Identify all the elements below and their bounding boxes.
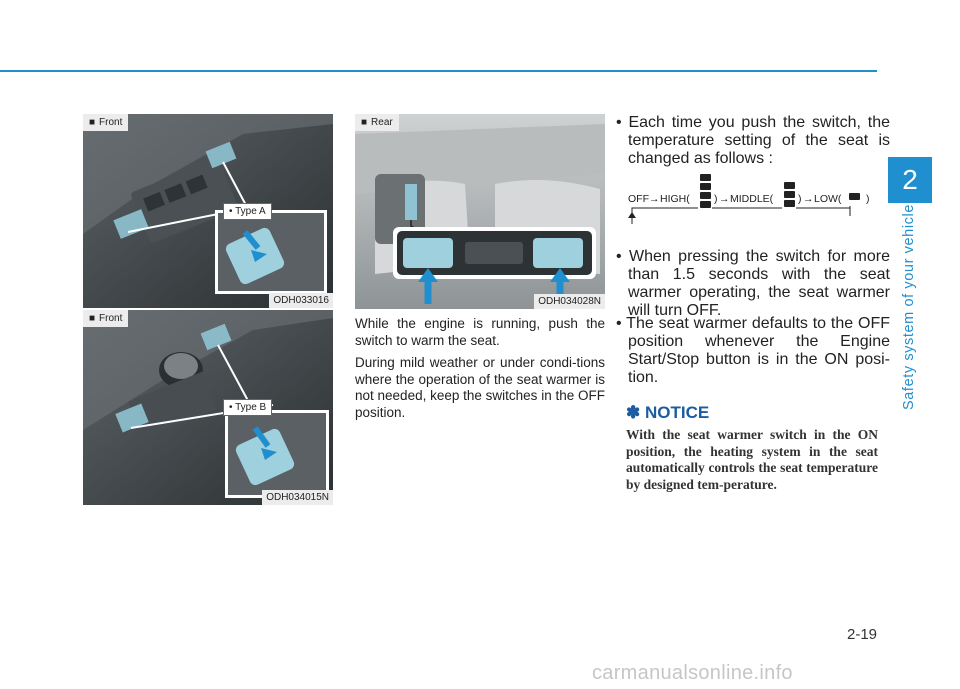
figure-front-type-b (83, 310, 333, 505)
level-middle-icon (782, 180, 796, 209)
seq-high: HIGH( (660, 193, 690, 205)
rear-seat-illustration (355, 114, 605, 309)
seq-off: OFF (628, 193, 649, 205)
notice-title: ✽ NOTICE (626, 403, 710, 422)
seq-arrow: → (719, 193, 730, 205)
figure-label: ■ Rear (355, 114, 399, 131)
column-2-text (355, 316, 605, 427)
figure-label: ■ Front (83, 114, 128, 131)
bullet-item: • Each time you push the switch, the temperature setting of the seat is changed as follows : (616, 114, 890, 167)
seq-low: LOW( (814, 193, 842, 205)
level-high-icon (698, 172, 712, 210)
page-number: 2-19 (847, 626, 878, 643)
bullet-item: • The seat warmer defaults to the OFF position whenever the Engine Start/Stop button is in the ON posi-tion. (616, 315, 891, 386)
figure-code: ODH034028N (534, 294, 605, 309)
figure-code: ODH034015N (262, 490, 333, 505)
paragraph: During mild weather or under condi-tions where the operation of the seat warmer is not needed, keep the switches in the OFF position. (355, 355, 605, 420)
console-illustration-b (83, 310, 333, 505)
temperature-sequence (628, 166, 878, 224)
bullet-item: • When pressing the switch for more than 1.5 seconds with the seat warmer operating, the seat warmer will turn OFF. (616, 248, 890, 319)
type-callout: • Type A (223, 203, 272, 220)
seq-middle: MIDDLE( (730, 193, 774, 205)
figure-code: ODH033016 (269, 293, 333, 308)
chapter-title: Safety system of your vehicle (901, 204, 917, 410)
bullet-text: The seat warmer defaults to the OFF position whenever the Engine Start/Stop button is in the ON posi-tion. (626, 315, 891, 386)
seq-close: ) (798, 193, 802, 205)
paragraph: While the engine is running, push the switch to warm the seat. (355, 316, 605, 348)
seq-close: ) (866, 193, 870, 205)
chapter-number-tab (888, 157, 932, 203)
figure-front-type-a (83, 114, 333, 308)
level-low-icon (847, 191, 861, 202)
seq-arrow: → (649, 193, 660, 205)
bullet-text: When pressing the switch for more than 1.5 seconds with the seat warmer operating, the seat warmer will turn OFF. (628, 248, 890, 319)
footer-watermark: carmanualsonline.info (592, 662, 793, 684)
header-rule (0, 70, 877, 72)
notice-body: With the seat warmer switch in the ON position, the heating system in the seat automatically controls the seat temperature by designed tem-perature. (626, 427, 878, 492)
seq-close: ) (714, 193, 718, 205)
figure-label: ■ Front (83, 310, 128, 327)
figure-rear (355, 114, 605, 309)
console-illustration-a (83, 114, 333, 308)
seq-arrow: → (803, 193, 814, 205)
type-callout: • Type B (223, 399, 272, 416)
bullet-text: Each time you push the switch, the temperature setting of the seat is changed as follows : (628, 114, 890, 167)
chapter-number: 2 (902, 164, 918, 195)
